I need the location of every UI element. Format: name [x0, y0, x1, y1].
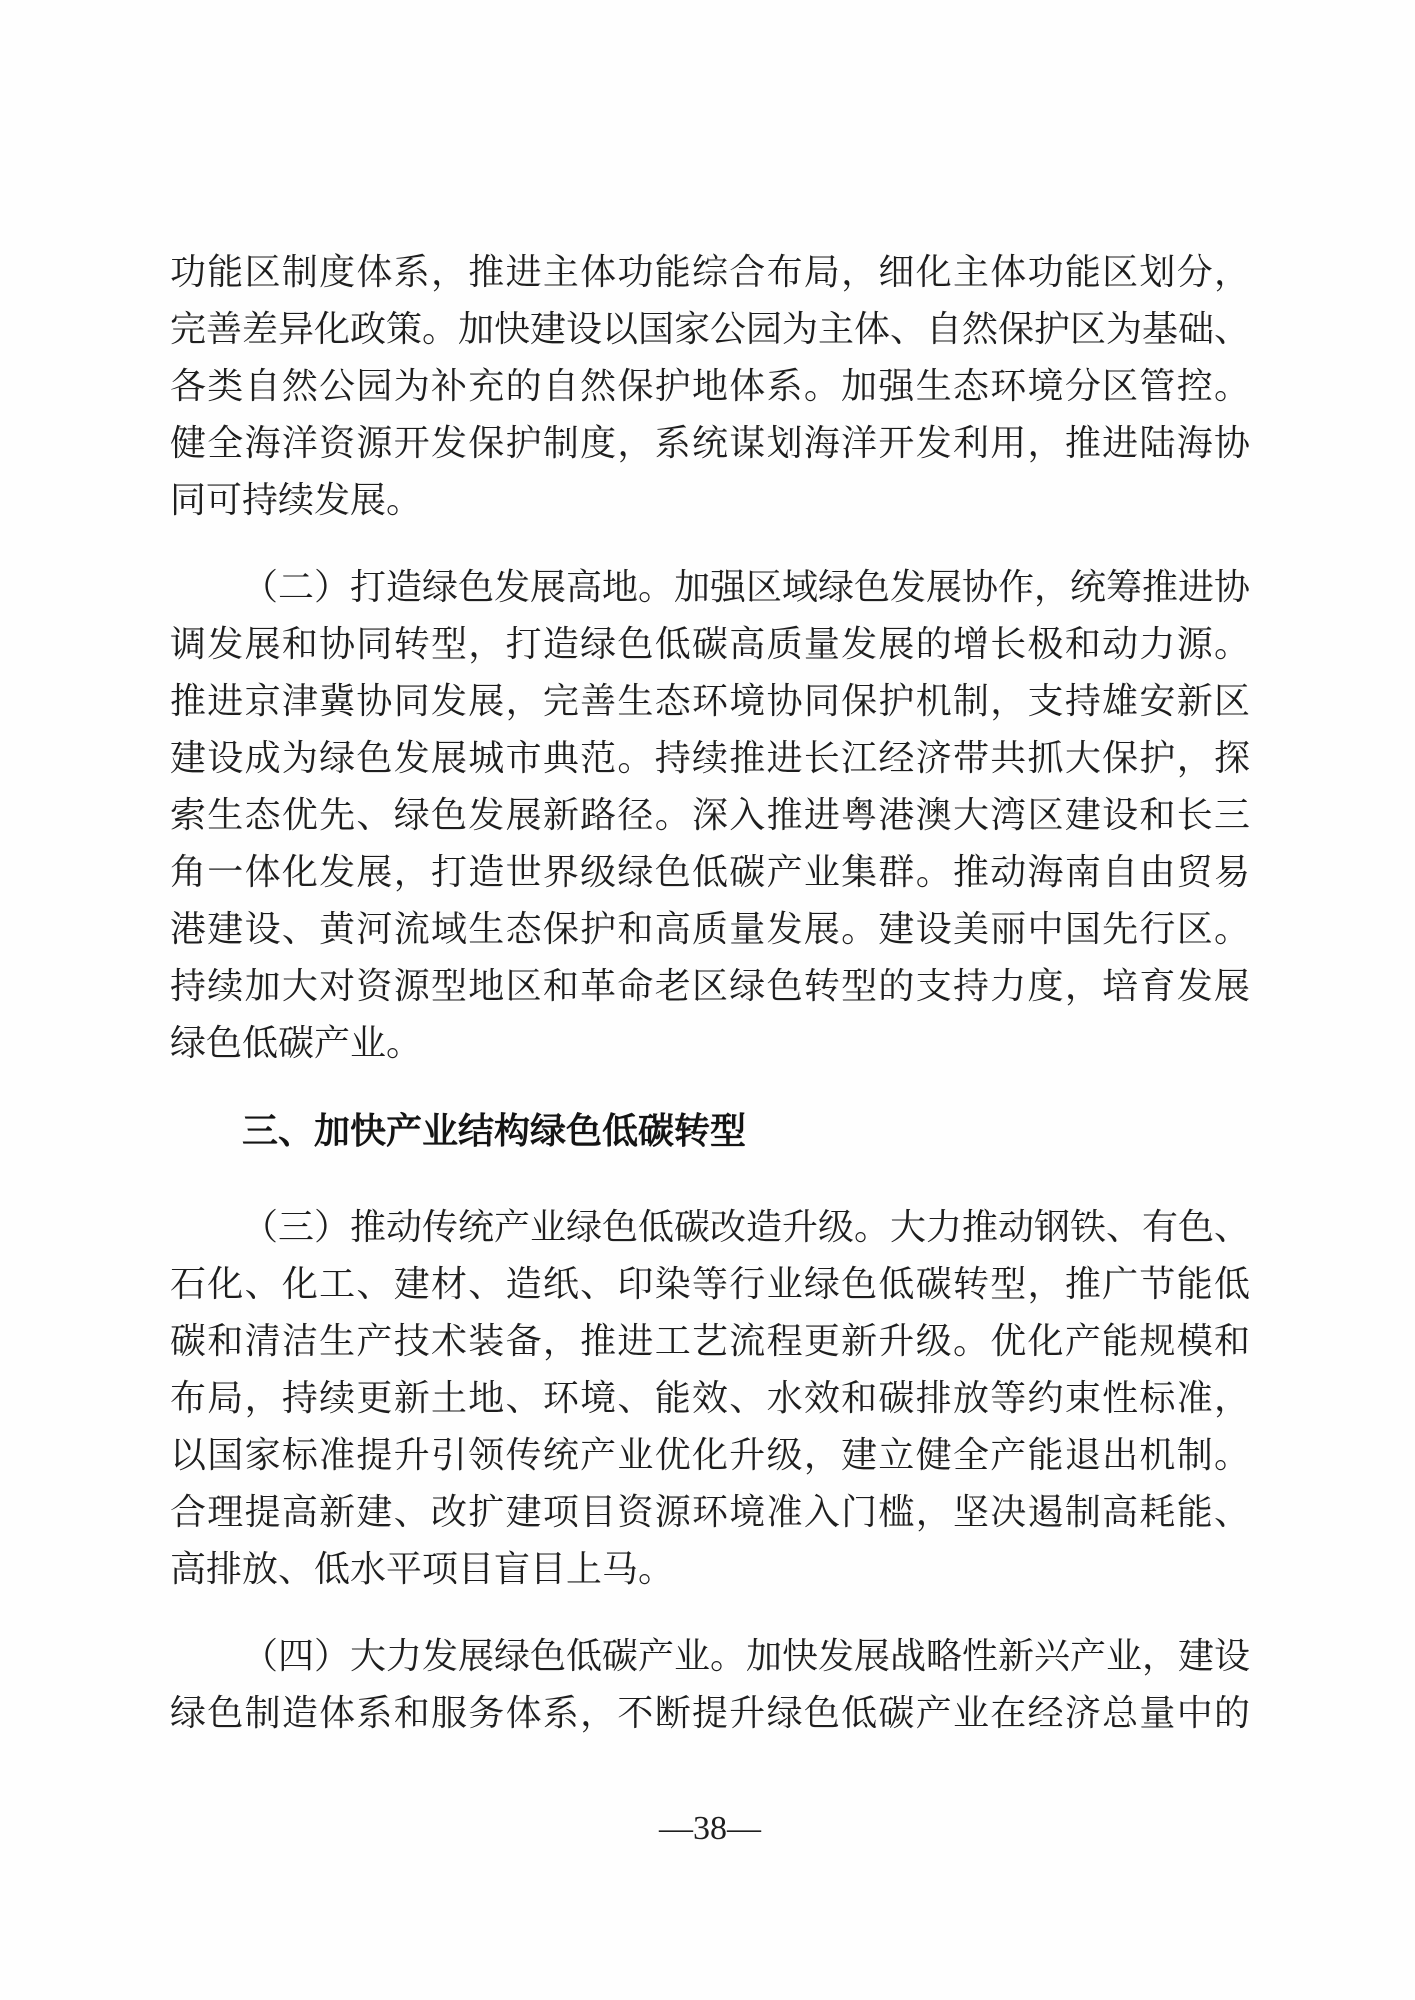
text-line: （三）推动传统产业绿色低碳改造升级。大力推动钢铁、有色、	[242, 1207, 1251, 1247]
text-line: 以国家标准提升引领传统产业优化升级，建立健全产能退出机制。	[170, 1435, 1250, 1475]
text-line: （四）大力发展绿色低碳产业。加快发展战略性新兴产业，建设	[242, 1636, 1251, 1676]
page-number: —38—	[659, 1810, 761, 1847]
text-line: 功能区制度体系，推进主体功能综合布局，细化主体功能区划分，	[170, 252, 1250, 292]
section-heading: 三、加快产业结构绿色低碳转型	[242, 1110, 747, 1151]
text-line: 调发展和协同转型，打造绿色低碳高质量发展的增长极和动力源。	[170, 624, 1250, 664]
text-line: 健全海洋资源开发保护制度，系统谋划海洋开发利用，推进陆海协	[170, 423, 1250, 463]
text-line: （二）打造绿色发展高地。加强区域绿色发展协作，统筹推进协	[242, 567, 1251, 607]
text-line: 高排放、低水平项目盲目上马。	[170, 1549, 675, 1589]
paragraph	[170, 1199, 1250, 1598]
text-line: 石化、化工、建材、造纸、印染等行业绿色低碳转型，推广节能低	[170, 1264, 1250, 1304]
text-line: 各类自然公园为补充的自然保护地体系。加强生态环境分区管控。	[170, 366, 1250, 406]
text-line: 碳和清洁生产技术装备，推进工艺流程更新升级。优化产能规模和	[170, 1321, 1250, 1361]
text-line: 完善差异化政策。加快建设以国家公园为主体、自然保护区为基础、	[170, 309, 1251, 349]
text-line: 持续加大对资源型地区和革命老区绿色转型的支持力度，培育发展	[170, 966, 1250, 1006]
text-line: 绿色制造体系和服务体系，不断提升绿色低碳产业在经济总量中的	[170, 1693, 1250, 1733]
paragraph	[170, 244, 1250, 529]
page-footer	[170, 1800, 1250, 1857]
text-line: 角一体化发展，打造世界级绿色低碳产业集群。推动海南自由贸易	[170, 852, 1250, 892]
text-line: 同可持续发展。	[170, 480, 423, 520]
text-line: 合理提高新建、改扩建项目资源环境准入门槛，坚决遏制高耗能、	[170, 1492, 1250, 1532]
paragraph	[170, 559, 1250, 1072]
text-line: 布局，持续更新土地、环境、能效、水效和碳排放等约束性标准，	[170, 1378, 1250, 1418]
text-line: 索生态优先、绿色发展新路径。深入推进粤港澳大湾区建设和长三	[170, 795, 1250, 835]
text-line: 绿色低碳产业。	[170, 1023, 423, 1063]
paragraph	[170, 1628, 1250, 1742]
text-line: 港建设、黄河流域生态保护和高质量发展。建设美丽中国先行区。	[170, 909, 1250, 949]
text-line: 建设成为绿色发展城市典范。持续推进长江经济带共抓大保护，探	[170, 738, 1250, 778]
document-body	[170, 244, 1250, 1772]
text-line: 推进京津冀协同发展，完善生态环境协同保护机制，支持雄安新区	[170, 681, 1250, 721]
